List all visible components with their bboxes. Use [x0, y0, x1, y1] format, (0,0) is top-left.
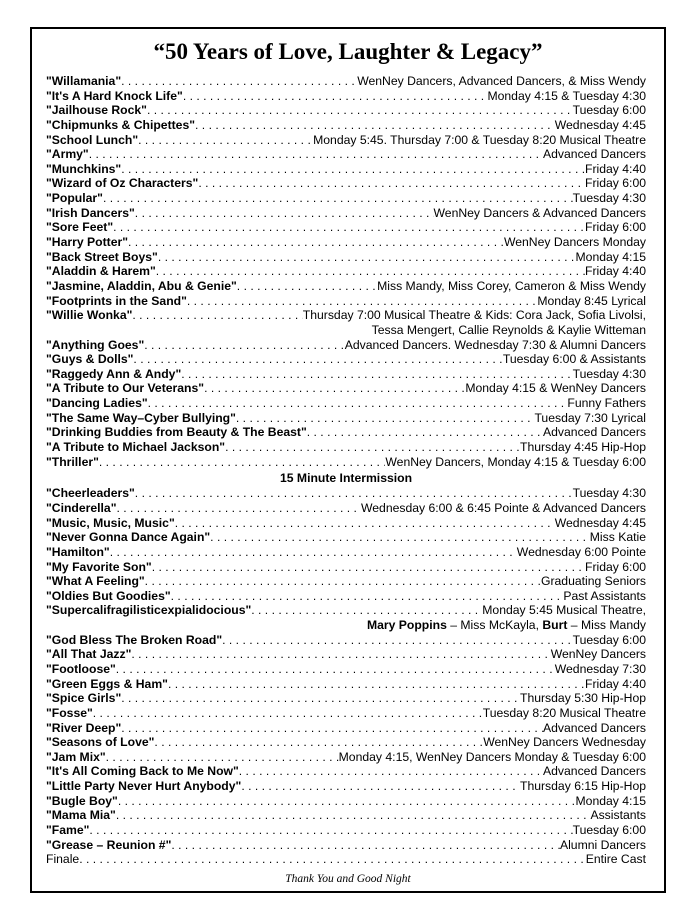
routine-name: "Seasons of Love" [46, 735, 155, 750]
dot-leader [237, 279, 377, 294]
performers: Wednesday 4:45 [554, 117, 646, 132]
performers: Entire Cast [585, 852, 646, 867]
performers-continued: Tessa Mengert, Callie Reynolds & Kaylie Witteman [371, 322, 646, 337]
performers: Friday 4:40 [585, 676, 646, 691]
routine-name: "Harry Potter" [46, 235, 128, 250]
routine-name: "River Deep" [46, 720, 122, 735]
program-title: “50 Years of Love, Laughter & Legacy” [153, 39, 543, 64]
dot-leader [181, 367, 572, 382]
program-item [46, 706, 646, 721]
routine-name: "Raggedy Ann & Andy" [46, 366, 182, 381]
routine-name: "Grease – Reunion #" [46, 837, 172, 852]
performers: Monday 4:15 [575, 249, 646, 264]
routine-name: "Cinderella" [46, 500, 117, 515]
performers: Miss Katie [589, 530, 646, 545]
routine-name: "My Favorite Son" [46, 559, 152, 574]
program-item [46, 176, 646, 191]
dot-leader [113, 220, 585, 235]
routine-name: "Guys & Dolls" [46, 352, 134, 367]
routine-name: "Willie Wonka" [46, 308, 133, 323]
routine-name: "Fame" [46, 823, 90, 838]
dot-leader [99, 455, 386, 470]
performers: Monday 8:45 Lyrical [537, 293, 646, 308]
dot-leader [195, 118, 555, 133]
performers: Wednesday 7:30 [554, 661, 646, 676]
intermission-heading: 15 Minute Intermission [279, 471, 413, 486]
dot-leader [133, 352, 502, 367]
dot-leader [79, 852, 586, 867]
routine-name: "Bugle Boy" [46, 793, 118, 808]
performers: Thursday 6:15 Hip-Hop [520, 779, 646, 794]
performers: Tuesday 6:00 [572, 632, 646, 647]
performers: Advanced Dancers [543, 764, 646, 779]
performers: Friday 6:00 [585, 559, 646, 574]
program-item [46, 735, 646, 750]
program-item [46, 603, 646, 618]
program-item [46, 589, 646, 604]
program-item [46, 633, 646, 648]
program-frame [30, 27, 666, 893]
program-item [46, 103, 646, 118]
routine-name: Finale [46, 852, 80, 867]
role-actor: – Miss McKayla, [446, 618, 543, 633]
dot-leader [175, 516, 555, 531]
routine-name: "School Lunch" [46, 132, 139, 147]
dot-leader [158, 250, 576, 265]
program-item [46, 721, 646, 736]
dot-leader [118, 794, 576, 809]
program-item [46, 560, 646, 575]
performers: Monday 5:45. Thursday 7:00 & Tuesday 8:20 Musical Theatre [313, 132, 646, 147]
program-item [46, 294, 646, 309]
role-name: Mary Poppins [366, 618, 447, 633]
routine-name: "Popular" [46, 191, 103, 206]
routine-name: "Green Eggs & Ham" [46, 676, 168, 691]
dot-leader [121, 74, 357, 89]
performers: WenNey Dancers & Advanced Dancers [433, 205, 646, 220]
routine-name: "Little Party Never Hurt Anybody" [46, 779, 242, 794]
routine-name: "Supercalifragilisticexpialidocious" [46, 603, 252, 618]
routine-name: "A Tribute to Our Veterans" [46, 381, 205, 396]
dot-leader [187, 294, 538, 309]
performers: Tuesday 4:30 [572, 191, 646, 206]
program-item [46, 808, 646, 823]
performers: WenNey Dancers Wednesday [483, 735, 646, 750]
program-item [46, 338, 646, 353]
dot-leader [144, 338, 345, 353]
dot-leader [135, 206, 434, 221]
routine-name: "A Tribute to Michael Jackson" [46, 440, 226, 455]
dot-leader [121, 691, 520, 706]
program-item [46, 191, 646, 206]
dot-leader [93, 706, 483, 721]
program-item [46, 74, 646, 89]
dot-leader [138, 133, 313, 148]
dot-leader [222, 633, 572, 648]
performers: WenNey Dancers, Advanced Dancers, & Miss Wendy [357, 74, 646, 88]
program-item [46, 264, 646, 279]
performers: WenNey Dancers, Monday 4:15 & Tuesday 6:00 [385, 454, 646, 469]
performers: Advanced Dancers [543, 425, 646, 440]
routine-name: "Drinking Buddies from Beauty & The Beast" [46, 425, 307, 440]
performers: Advanced Dancers. Wednesday 7:30 & Alumni Dancers [344, 337, 646, 352]
program-item [46, 206, 646, 221]
dot-leader [89, 823, 572, 838]
routine-name: "Munchkins" [46, 161, 122, 176]
performers: WenNey Dancers Monday [503, 235, 646, 250]
program-item [46, 677, 646, 692]
routine-name: "The Same Way–Cyber Bullying" [46, 410, 236, 425]
program-item [46, 779, 646, 794]
routine-name: "Cheerleaders" [46, 486, 135, 501]
dot-leader [110, 545, 517, 560]
performers: Past Assistants [563, 588, 646, 603]
performers: Thursday 4:45 Hip-Hop [520, 440, 646, 455]
dot-leader [103, 191, 573, 206]
routine-name: "Anything Goes" [46, 337, 145, 352]
dot-leader [198, 176, 585, 191]
performers: Monday 4:15 & Tuesday 4:30 [487, 88, 646, 103]
program-item [46, 647, 646, 662]
performers: Monday 4:15 [575, 793, 646, 808]
dot-leader [121, 721, 543, 736]
performers: Thursday 5:30 Hip-Hop [520, 691, 646, 706]
routine-name: "Army" [46, 147, 89, 162]
dot-leader [145, 574, 541, 589]
performers: Tuesday 6:00 [572, 823, 646, 838]
dot-leader [241, 779, 520, 794]
program-item [46, 308, 646, 323]
program-item [46, 381, 646, 396]
performers: Advanced Dancers [543, 147, 646, 162]
program-item [46, 396, 646, 411]
dot-leader [147, 103, 573, 118]
routine-name: "Mama Mia" [46, 808, 116, 823]
dot-leader [171, 589, 564, 604]
program-item [46, 794, 646, 809]
performers: Friday 4:40 [585, 161, 646, 176]
routine-name: "Aladdin & Harem" [46, 264, 156, 279]
dot-leader [154, 735, 483, 750]
dot-leader [121, 162, 585, 177]
second-half-list [46, 486, 646, 867]
dot-leader [116, 662, 555, 677]
program-item [46, 440, 646, 455]
dot-leader [148, 396, 568, 411]
performers: Friday 6:00 [585, 220, 646, 235]
performers: Thursday 7:00 Musical Theatre & Kids: Cora Jack, Sofia Livolsi, [302, 308, 646, 323]
program-item [46, 516, 646, 531]
performers: Wednesday 6:00 Pointe [516, 544, 646, 559]
program-item [46, 691, 646, 706]
program-item [46, 250, 646, 265]
routine-name: "Footprints in the Sand" [46, 293, 187, 308]
program-item [46, 486, 646, 501]
routine-name: "It's All Coming Back to Me Now" [46, 764, 239, 779]
dot-leader [116, 808, 591, 823]
performers: Tuesday 6:00 [572, 103, 646, 118]
dot-leader [171, 838, 560, 853]
program-item [46, 367, 646, 382]
routine-name: "Willamania" [46, 74, 122, 88]
routine-name: "Oldies But Goodies" [46, 588, 171, 603]
performers: Funny Fathers [567, 396, 646, 411]
dot-leader [168, 677, 585, 692]
program-item [46, 838, 646, 853]
dot-leader [131, 647, 550, 662]
role-actor: – Miss Mandy [567, 618, 646, 633]
dot-leader [204, 381, 465, 396]
routine-name: "What A Feeling" [46, 574, 145, 589]
routine-name: "Fosse" [46, 705, 93, 720]
program-item [46, 147, 646, 162]
dot-leader [183, 89, 488, 104]
routine-name: "Dancing Ladies" [46, 396, 148, 411]
dot-leader [251, 603, 482, 618]
performers: Advanced Dancers [543, 720, 646, 735]
performers: Tuesday 4:30 [572, 486, 646, 501]
dot-leader [106, 750, 339, 765]
closing-line: Thank You and Good Night [285, 873, 411, 885]
dot-leader [89, 147, 543, 162]
performers: Tuesday 4:30 [572, 366, 646, 381]
routine-name: "God Bless The Broken Road" [46, 632, 223, 647]
dot-leader [152, 560, 585, 575]
routine-name: "Irish Dancers" [46, 205, 135, 220]
program-item [46, 279, 646, 294]
program-item [46, 750, 646, 765]
routine-name: "Chipmunks & Chipettes" [46, 117, 196, 132]
program-item [46, 852, 646, 867]
program-item [46, 823, 646, 838]
routine-name: "Jailhouse Rock" [46, 103, 147, 118]
performers: Monday 4:15, WenNey Dancers Monday & Tuesday 6:00 [338, 749, 646, 764]
performers: Wednesday 4:45 [554, 515, 646, 530]
performers: WenNey Dancers [550, 647, 646, 662]
performers: Friday 4:40 [585, 264, 646, 279]
routine-name: "Jam Mix" [46, 749, 106, 764]
routine-name: "All That Jazz" [46, 647, 132, 662]
program-item [46, 411, 646, 426]
routine-name: "Never Gonna Dance Again" [46, 530, 211, 545]
routine-name: "Music, Music, Music" [46, 515, 175, 530]
program-list [46, 74, 646, 867]
dot-leader [236, 411, 535, 426]
dot-leader [307, 425, 543, 440]
dot-leader [210, 530, 590, 545]
routine-name: "Back Street Boys" [46, 249, 158, 264]
routine-name: "Sore Feet" [46, 220, 114, 235]
performers: Tuesday 7:30 Lyrical [534, 410, 646, 425]
performers: Alumni Dancers [559, 837, 646, 852]
routine-name: "Spice Girls" [46, 691, 122, 706]
program-item [46, 352, 646, 367]
routine-name: "Footloose" [46, 661, 116, 676]
performers: Monday 5:45 Musical Theatre, [482, 603, 646, 618]
routine-name: "Wizard of Oz Characters" [46, 176, 199, 191]
performers: Miss Mandy, Miss Corey, Cameron & Miss Wendy [377, 278, 646, 293]
program-item [46, 118, 646, 133]
program-item [46, 89, 646, 104]
program-item [46, 162, 646, 177]
dot-leader [225, 440, 520, 455]
program-item [46, 235, 646, 250]
performers: Friday 6:00 [585, 176, 646, 191]
performers: Wednesday 6:00 & 6:45 Pointe & Advanced Dancers [360, 500, 646, 515]
performers-continued [46, 618, 646, 633]
dot-leader [128, 235, 504, 250]
program-item [46, 764, 646, 779]
dot-leader [135, 486, 573, 501]
program-item [46, 133, 646, 148]
routine-name: "Hamilton" [46, 544, 110, 559]
role-name: Burt [542, 618, 568, 633]
dot-leader [116, 501, 361, 516]
program-item [46, 530, 646, 545]
dot-leader [156, 264, 585, 279]
program-item [46, 220, 646, 235]
first-half-list [46, 74, 646, 469]
dot-leader [132, 308, 302, 323]
performers: Tuesday 8:20 Musical Theatre [482, 705, 646, 720]
program-item [46, 574, 646, 589]
program-item [46, 545, 646, 560]
performers: Monday 4:15 & WenNey Dancers [465, 381, 646, 396]
program-item [46, 662, 646, 677]
performers: Graduating Seniors [540, 574, 646, 589]
performers: Tuesday 6:00 & Assistants [502, 352, 646, 367]
program-item [46, 501, 646, 516]
routine-name: "Jasmine, Aladdin, Abu & Genie" [46, 278, 237, 293]
program-item [46, 425, 646, 440]
dot-leader [239, 764, 543, 779]
program-item [46, 455, 646, 470]
performers: Assistants [590, 808, 646, 823]
routine-name: "It's A Hard Knock Life" [46, 88, 183, 103]
routine-name: "Thriller" [46, 454, 99, 469]
